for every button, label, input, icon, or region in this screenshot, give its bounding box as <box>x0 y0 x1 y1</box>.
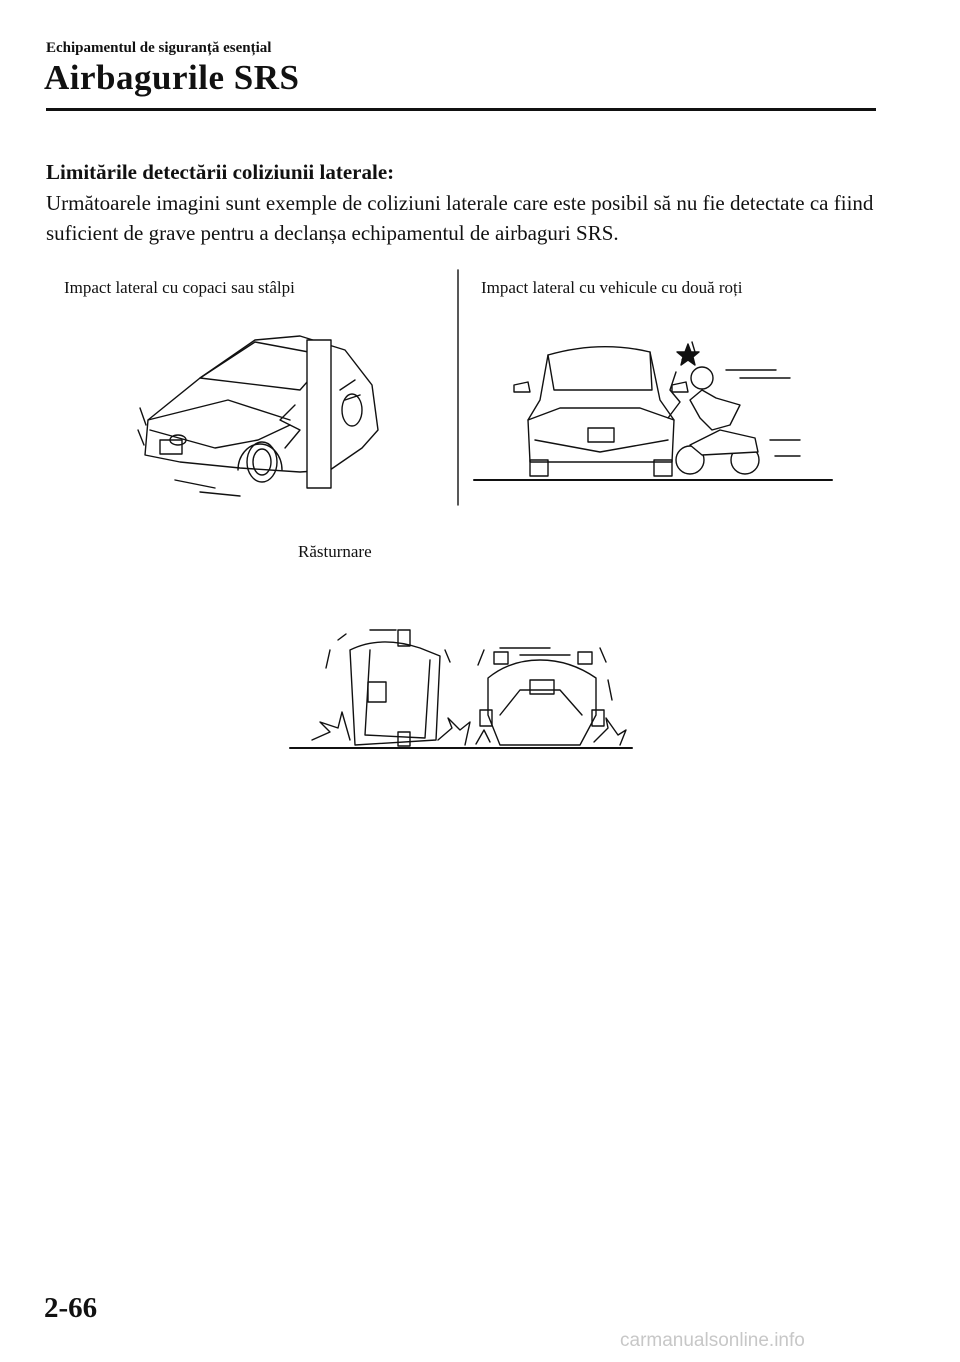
page-number: 2-66 <box>44 1292 98 1324</box>
impact-star-icon <box>677 344 699 365</box>
body-paragraph: Următoarele imagini sunt exemple de coliziuni laterale care este posibil să nu fie detectate ca fiind suficient de grave pentru a declanșa echipamentul de airbaguri SRS. <box>46 191 874 245</box>
caption-rollover: Răsturnare <box>298 542 372 561</box>
car-motorcycle-impact-illustration <box>474 342 832 480</box>
subsection-heading: Limitările detectării coliziunii laterale: <box>46 160 395 184</box>
caption-two-wheeler-impact: Impact lateral cu vehicule cu două roți <box>481 278 743 297</box>
rollover-illustration <box>290 630 632 748</box>
page-title: Airbagurile SRS <box>44 58 300 97</box>
caption-pole-impact: Impact lateral cu copaci sau stâlpi <box>64 278 295 297</box>
section-label: Echipamentul de siguranță esențial <box>46 40 272 56</box>
car-pole-impact-illustration <box>138 336 378 496</box>
watermark: carmanualsonline.info <box>620 1330 805 1351</box>
